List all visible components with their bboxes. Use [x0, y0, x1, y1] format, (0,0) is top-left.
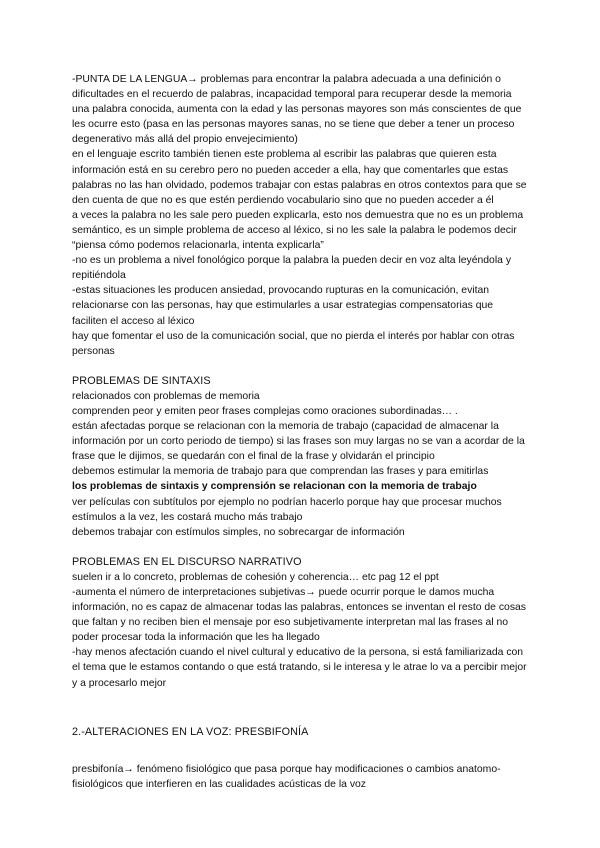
paragraph: -aumenta el número de interpretaciones subjetivas→ puede ocurrir porque le damos mucha información, no es capaz de almacenar todas las palabras, entonces se inventan el resto de cosas que faltan y no reciben bien el mensaje por eso subjetivamente interpretan mal las frases al no poder procesar toda la información que les ha llegado [72, 587, 526, 644]
paragraph: debemos estimular la memoria de trabajo para que comprendan las frases y para emitirlas [72, 466, 489, 478]
paragraph: comprenden peor y emiten peor frases complejas como oraciones subordinadas… . [72, 405, 458, 417]
paragraph: debemos trabajar con estímulos simples, no sobrecargar de información [72, 526, 405, 538]
section-heading: PROBLEMAS DE SINTAXIS [72, 374, 211, 387]
section-problemas-de-sintaxis [72, 374, 528, 540]
bold-paragraph: los problemas de sintaxis y comprensión se relacionan con la memoria de trabajo [72, 481, 477, 493]
paragraph: -no es un problema a nivel fonológico porque la palabra la pueden decir en voz alta leyéndola y repitiéndola [72, 255, 512, 282]
paragraph: están afectadas porque se relacionan con la memoria de trabajo (capacidad de almacenar la información por un corto periodo de tiempo) si las frases son muy largas no se van a acordar de la frase que le dijimos, se quedarán con el final de la frase y olvidarán el principio [72, 421, 525, 463]
paragraph: en el lenguaje escrito también tienen este problema al escribir las palabras que quieren esta información está en su cerebro pero no pueden acceder a ella, hay que comentarles que estas palabras no las han olvidado, podemos trabajar con estas palabras en otros contextos para que se den cuenta de que no es que estén perdiendo vocabulario sino que no pueden acceder a él [72, 149, 527, 206]
paragraph: -estas situaciones les producen ansiedad, provocando rupturas en la comunicación, evitan relacionarse con las personas, hay que estimularles a usar estrategias compensatorias que faciliten el acceso al léxico [72, 285, 494, 327]
paragraph: presbifonía→ fenómeno fisiológico que pasa porque hay modificaciones o cambios anatomo-fisiológicos que interfieren en las cualidades acústicas de la voz [72, 763, 501, 790]
paragraph: -PUNTA DE LA LENGUA→ problemas para encontrar la palabra adecuada a una definición o dificultades en el recuerdo de palabras, incapacidad temporal para recuperar desde la memoria una palabra conocida, aumenta con la edad y las personas mayores son más conscientes de que les ocurre esto (pasa en las personas mayores sanas, no se tiene que deber a tener un proceso degenerativo más allá del propio envejecimiento) [72, 74, 522, 146]
section-heading: 2.-ALTERACIONES EN LA VOZ: PRESBIFONÍA [72, 725, 309, 738]
paragraph: hay que fomentar el uso de la comunicación social, que no pierda el interés por hablar con otras personas [72, 330, 515, 357]
section-presbifonia [72, 725, 528, 792]
paragraph: relacionados con problemas de memoria [72, 390, 260, 402]
paragraph: suelen ir a lo concreto, problemas de cohesión y coherencia… etc pag 12 el ppt [72, 571, 439, 583]
section-punta-de-la-lengua [72, 72, 528, 359]
section-heading: PROBLEMAS EN EL DISCURSO NARRATIVO [72, 555, 302, 568]
paragraph: a veces la palabra no les sale pero pueden explicarla, esto nos demuestra que no es un problema semántico, es un simple problema de acceso al léxico, si no les sale la palabra le podemos decir “piensa cómo podemos relacionarla, intenta explicarla” [72, 209, 524, 252]
paragraph: -hay menos afectación cuando el nivel cultural y educativo de la persona, si está familiarizada con el tema que le estamos contando o que está tratando, si le interesa y le atrae lo va a percibir mejor y a procesarlo mejor [72, 647, 527, 689]
paragraph: ver películas con subtítulos por ejemplo no podrían hacerlo porque hay que procesar muchos estímulos a la vez, les costará mucho más trabajo [72, 496, 502, 523]
section-discurso-narrativo [72, 555, 528, 691]
